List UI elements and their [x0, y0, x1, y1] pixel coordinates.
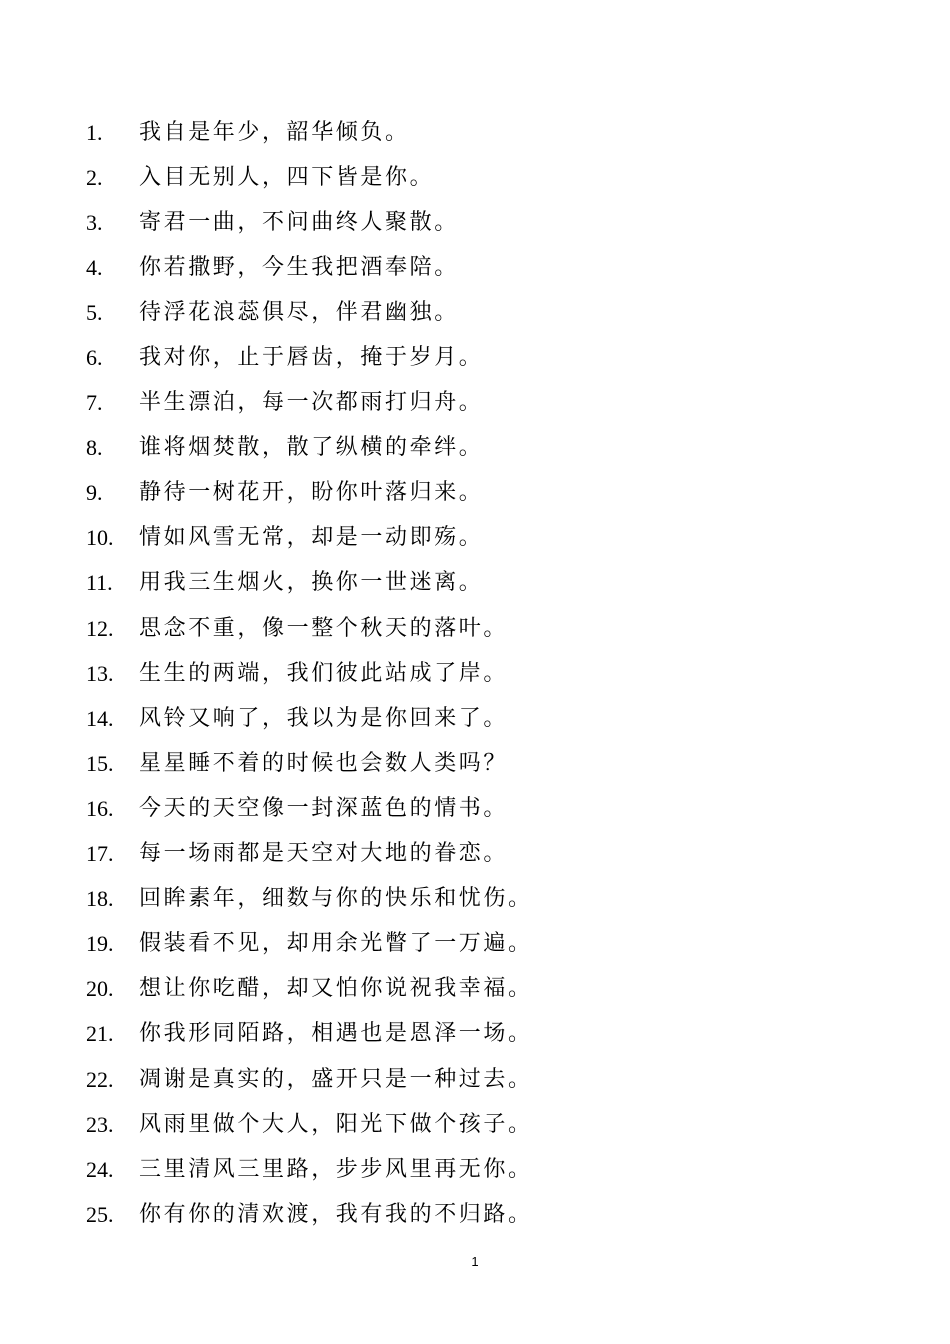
- item-text: 谁将烟焚散，散了纵横的牵绊。: [139, 435, 484, 461]
- list-item: [86, 832, 533, 877]
- item-number: 15.: [86, 750, 114, 776]
- page-number: 1: [471, 1254, 479, 1269]
- list-item: [86, 1147, 533, 1192]
- list-item: [86, 561, 533, 606]
- item-number: 8.: [86, 435, 103, 461]
- item-number: 21.: [86, 1021, 114, 1047]
- quote-list: [86, 110, 533, 1237]
- item-text: 你有你的清欢渡，我有我的不归路。: [139, 1201, 533, 1227]
- item-text: 你若撒野，今生我把酒奉陪。: [139, 254, 459, 280]
- list-item: [86, 1192, 533, 1237]
- item-number: 1.: [86, 119, 103, 145]
- item-text: 用我三生烟火，换你一世迷离。: [139, 570, 484, 596]
- item-number: 4.: [86, 254, 103, 280]
- list-item: [86, 471, 533, 516]
- item-number: 5.: [86, 299, 103, 325]
- list-item: [86, 696, 533, 741]
- list-item: [86, 967, 533, 1012]
- item-text: 风雨里做个大人，阳光下做个孩子。: [139, 1111, 533, 1137]
- list-item: [86, 516, 533, 561]
- item-text: 我对你，止于唇齿，掩于岁月。: [139, 345, 484, 371]
- list-item: [86, 155, 533, 200]
- item-number: 11.: [86, 570, 113, 596]
- item-number: 12.: [86, 615, 114, 641]
- item-text: 假装看不见，却用余光瞥了一万遍。: [139, 931, 533, 957]
- item-number: 19.: [86, 931, 114, 957]
- item-number: 7.: [86, 390, 103, 416]
- item-number: 22.: [86, 1066, 114, 1092]
- item-number: 17.: [86, 841, 114, 867]
- item-number: 10.: [86, 525, 114, 551]
- item-text: 情如风雪无常，却是一动即殇。: [139, 525, 484, 551]
- item-text: 静待一树花开，盼你叶落归来。: [139, 480, 484, 506]
- list-item: [86, 290, 533, 335]
- item-number: 20.: [86, 976, 114, 1002]
- item-number: 24.: [86, 1156, 114, 1182]
- item-text: 星星睡不着的时候也会数人类吗？: [139, 750, 509, 776]
- item-number: 18.: [86, 886, 114, 912]
- item-number: 6.: [86, 345, 103, 371]
- item-text: 风铃又响了，我以为是你回来了。: [139, 705, 509, 731]
- list-item: [86, 651, 533, 696]
- list-item: [86, 381, 533, 426]
- item-text: 想让你吃醋，却又怕你说祝我幸福。: [139, 976, 533, 1002]
- item-number: 16.: [86, 795, 114, 821]
- list-item: [86, 922, 533, 967]
- item-text: 你我形同陌路，相遇也是恩泽一场。: [139, 1021, 533, 1047]
- list-item: [86, 245, 533, 290]
- item-text: 回眸素年，细数与你的快乐和忧伤。: [139, 886, 533, 912]
- item-text: 待浮花浪蕊俱尽，伴君幽独。: [139, 299, 459, 325]
- list-item: [86, 1012, 533, 1057]
- item-number: 23.: [86, 1111, 114, 1137]
- list-item: [86, 200, 533, 245]
- item-text: 凋谢是真实的，盛开只是一种过去。: [139, 1066, 533, 1092]
- item-text: 生生的两端，我们彼此站成了岸。: [139, 660, 509, 686]
- list-item: [86, 426, 533, 471]
- item-number: 3.: [86, 209, 103, 235]
- item-number: 9.: [86, 480, 103, 506]
- list-item: [86, 1057, 533, 1102]
- item-number: 2.: [86, 164, 103, 190]
- list-item: [86, 877, 533, 922]
- item-text: 每一场雨都是天空对大地的眷恋。: [139, 841, 509, 867]
- item-number: 25.: [86, 1201, 114, 1227]
- list-item: [86, 606, 533, 651]
- list-item: [86, 110, 533, 155]
- item-text: 半生漂泊，每一次都雨打归舟。: [139, 390, 484, 416]
- item-text: 寄君一曲，不问曲终人聚散。: [139, 209, 459, 235]
- list-item: [86, 786, 533, 831]
- item-text: 我自是年少，韶华倾负。: [139, 119, 410, 145]
- list-item: [86, 741, 533, 786]
- item-number: 14.: [86, 705, 114, 731]
- item-text: 入目无别人，四下皆是你。: [139, 164, 435, 190]
- item-text: 思念不重，像一整个秋天的落叶。: [139, 615, 509, 641]
- list-item: [86, 1102, 533, 1147]
- list-item: [86, 335, 533, 380]
- item-text: 今天的天空像一封深蓝色的情书。: [139, 795, 509, 821]
- item-number: 13.: [86, 660, 114, 686]
- item-text: 三里清风三里路，步步风里再无你。: [139, 1156, 533, 1182]
